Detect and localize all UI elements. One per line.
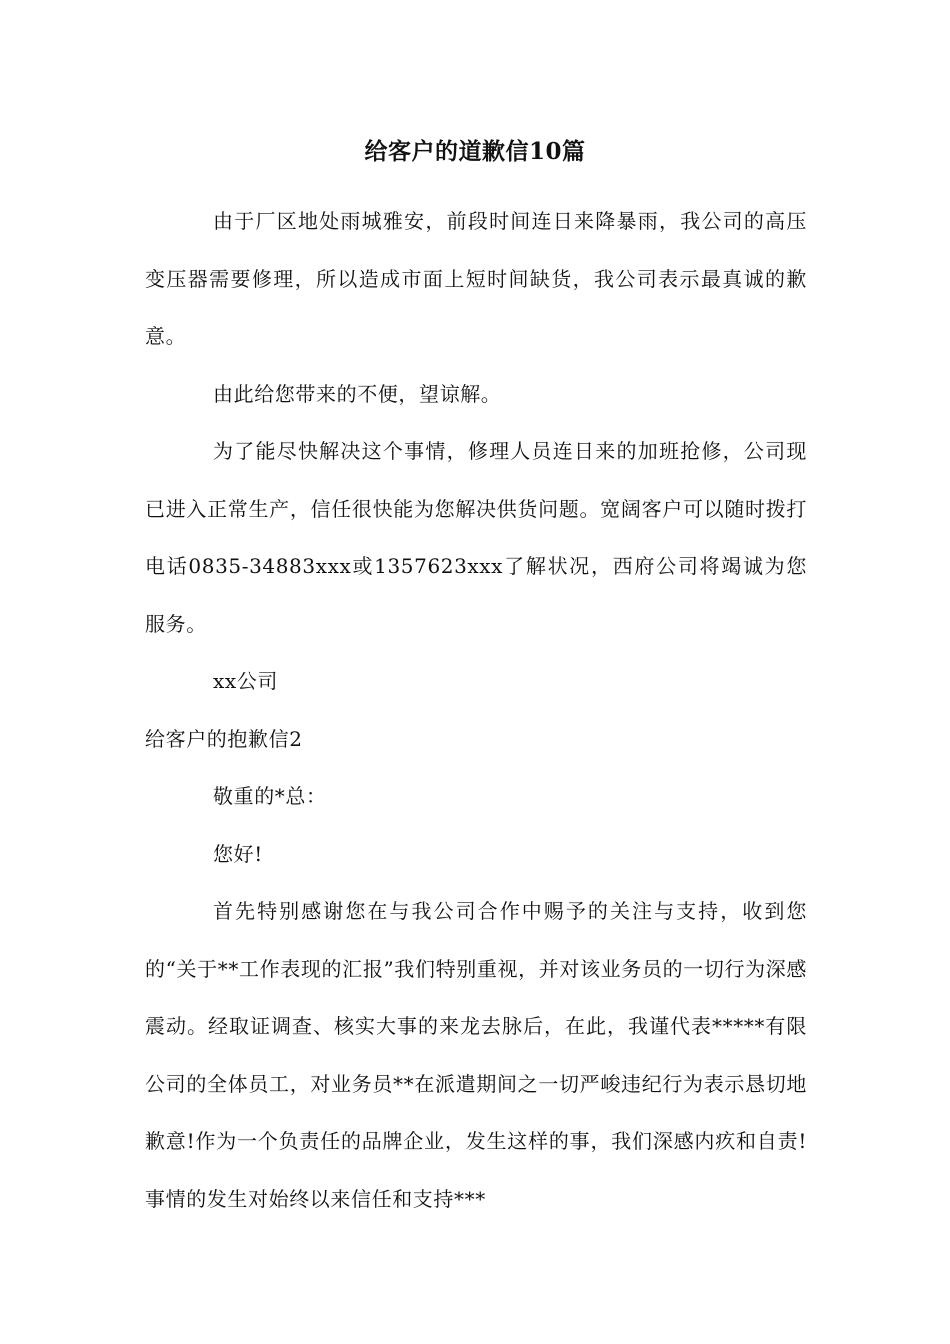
paragraph-apology-inconvenience: 由此给您带来的不便，望谅解。 bbox=[213, 381, 502, 406]
document-body bbox=[145, 193, 807, 1228]
paragraph-letter-2-body: 首先特别感谢您在与我公司合作中赐予的关注与支持，收到您的“关于**工作表现的汇报”我们特别重视，并对该业务员的一切行为深感震动。经取证调查、核实大事的来龙去脉后，在此，我谨代表*****有限公司的全体员工，对业务员**在派遣期间之一切严峻违纪行为表示恳切地歉意!作为一个负责任的品牌企业，发生这样的事，我们深感内疚和自责!事情的发生对始终以来信任和支持*** bbox=[145, 899, 807, 1211]
paragraph-supply-shortage: 由于厂区地处雨城雅安，前段时间连日来降暴雨，我公司的高压变压器需要修理，所以造成市面上短时间缺货，我公司表示最真诚的歉意。 bbox=[145, 209, 807, 348]
paragraph-repair-update: 为了能尽快解决这个事情，修理人员连日来的加班抢修，公司现已进入正常生产，信任很快能为您解决供货问题。宽阔客户可以随时拨打电话0835-34883xxx或1357623xxx了解状况，西府公司将竭诚为您服务。 bbox=[145, 439, 807, 636]
greeting: 您好! bbox=[213, 841, 263, 866]
section-heading-letter-2: 给客户的抱歉信2 bbox=[145, 726, 303, 751]
signature-company: xx公司 bbox=[213, 669, 278, 693]
document-title: 给客户的道歉信10篇 bbox=[364, 138, 586, 165]
salutation: 敬重的*总： bbox=[213, 784, 327, 808]
